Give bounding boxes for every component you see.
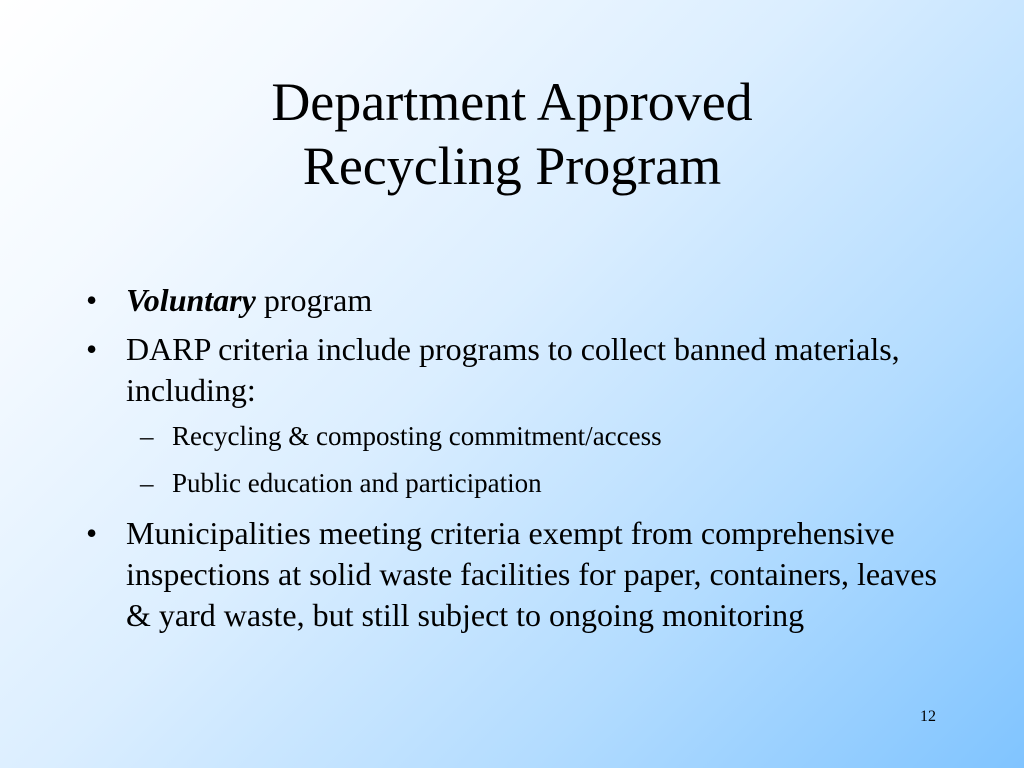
sub-bullet-marker: – [140,421,154,451]
bullet-municipalities [86,513,966,636]
page-number: 12 [920,708,936,725]
sub-bullet-recycling [86,419,966,453]
sub-bullet-text: Recycling & composting commitment/access [172,421,662,451]
bullet-voluntary [86,280,966,321]
bullet-text: Municipalities meeting criteria exempt from comprehensive inspections at solid waste facilities for paper, containers, leaves & yard waste, but still subject to ongoing monitoring [126,515,937,633]
bullet-marker: • [86,282,98,318]
bullet-text: DARP criteria include programs to collect banned materials, including: [126,331,900,408]
bullet-marker: • [86,515,98,551]
slide-title [0,70,1024,198]
title-line-2: Recycling Program [302,136,722,196]
bullet-emphasis: Voluntary [126,282,256,318]
sub-bullet-education [86,466,966,500]
sub-bullet-marker: – [140,468,154,498]
title-line-1: Department Approved [271,72,753,132]
bullet-darp-criteria [86,329,966,411]
bullet-list [86,280,966,644]
bullet-marker: • [86,331,98,367]
sub-bullet-text: Public education and participation [172,468,542,498]
bullet-text: program [255,282,373,318]
